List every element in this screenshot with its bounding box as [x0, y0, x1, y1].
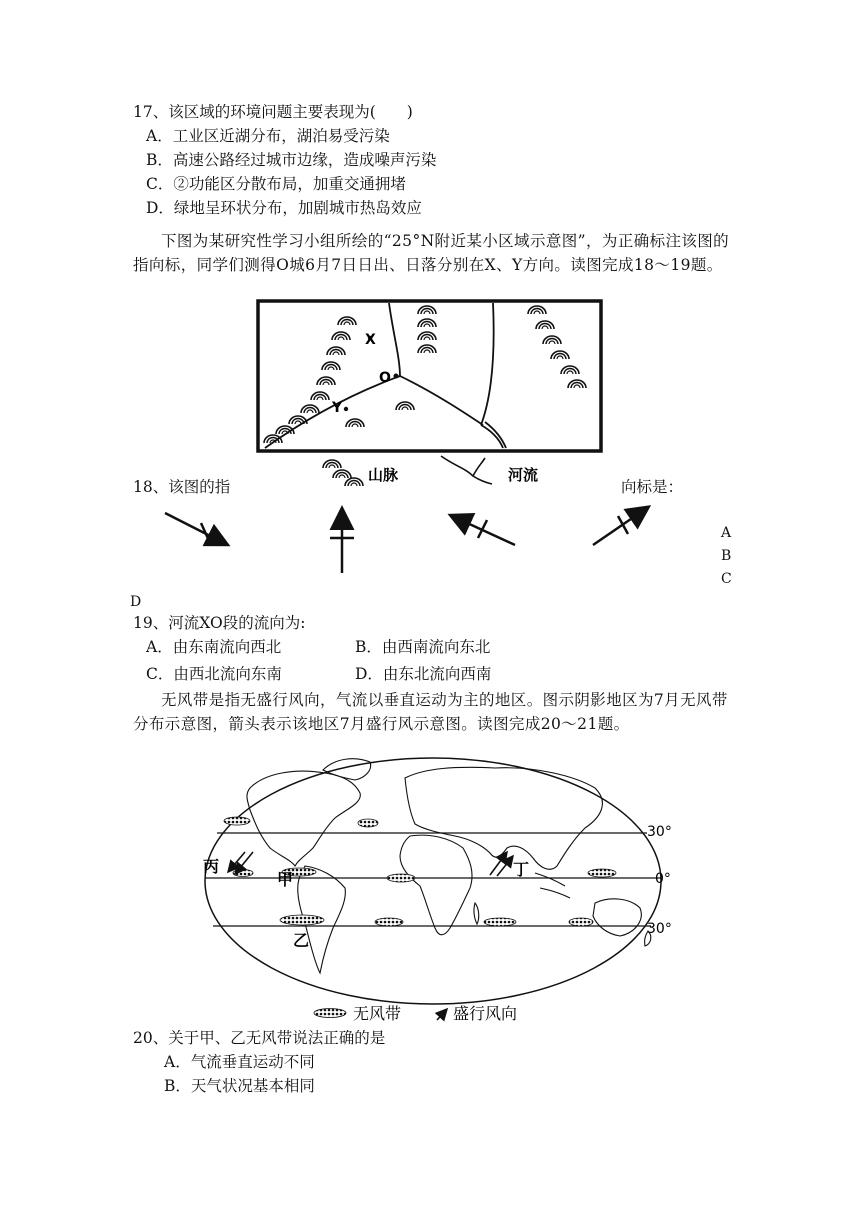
q19-option-a: A．由东南流向西北: [146, 638, 282, 656]
legend-calm-icon: [314, 1009, 346, 1018]
label-jia: 甲: [277, 870, 294, 889]
north-arrow-options: [150, 498, 670, 578]
q19-option-b: B．由西南流向东北: [355, 638, 491, 656]
legend-wind-label: 盛行风向: [453, 1004, 518, 1023]
q18-stem-right: 向标是：: [621, 478, 684, 496]
label-yi: 乙: [293, 931, 310, 950]
q19-option-d: D．由东北流向西南: [355, 665, 492, 683]
point-o: [394, 374, 399, 379]
mountain-range-middle: [418, 306, 436, 353]
q17-option-d: D．绿地呈环状分布，加剧城市热岛效应: [146, 199, 422, 217]
label-ding: 丁: [513, 860, 530, 879]
lat-label-0: 0°: [655, 871, 671, 887]
q17-option-c: C．②功能区分散布局，加重交通拥堵: [146, 175, 406, 193]
legend-river-label: 河流: [508, 466, 539, 484]
q20-option-a: A．气流垂直运动不同: [164, 1053, 315, 1071]
mountain-range-right: [528, 306, 586, 388]
intro-18-19: 下图为某研究性学习小组所绘的“25°N附近某小区域示意图”，为正确标注该图的指向标，同学们测得O城6月7日日出、日落分别在X、Y方向。读图完成18～19题。: [133, 232, 730, 274]
q20-option-b: B．天气状况基本相同: [164, 1077, 315, 1095]
q17-option-b: B．高速公路经过城市边缘，造成噪声污染: [146, 151, 437, 169]
map-frame: [258, 301, 601, 451]
q19-stem: 19、河流XO段的流向为:: [133, 614, 306, 632]
arrow-option-a: [165, 513, 226, 544]
q18-option-b: B: [721, 548, 732, 564]
q19-option-c: C．由西北流向东南: [146, 665, 282, 683]
wind-arrows-east: [490, 852, 513, 876]
q18-stem-left: 18、该图的指: [133, 478, 231, 496]
label-y: Y: [332, 400, 343, 416]
label-o: O: [379, 370, 391, 386]
q18-option-d: D: [130, 594, 142, 610]
world-calm-belt-map: [195, 748, 685, 1030]
map-outline: [205, 758, 661, 1004]
legend-river-icon: [441, 456, 492, 484]
legend-mountain-label: 山脉: [368, 466, 399, 484]
arrow-option-b: [330, 510, 354, 573]
q17-stem: 17、该区域的环境问题主要表现为( ): [133, 103, 413, 121]
q18-option-a: A: [721, 525, 732, 541]
arrow-option-d: [593, 508, 647, 545]
legend-calm-label: 无风带: [353, 1004, 402, 1023]
region-map-figure: [255, 298, 605, 498]
legend-wind-icon: [437, 1009, 447, 1020]
label-x: X: [365, 332, 376, 348]
label-bing: 丙: [203, 857, 220, 876]
point-y: [344, 407, 348, 411]
lat-label-30n: 30°: [647, 824, 672, 840]
q20-stem: 20、关于甲、乙无风带说法正确的是: [133, 1029, 386, 1047]
lat-label-30s: 30°: [647, 921, 672, 937]
intro-20-21: 无风带是指无盛行风向，气流以垂直运动为主的地区。图示阴影地区为7月无风带分布示意图，箭头表示该地区7月盛行风示意图。读图完成20～21题。: [133, 691, 728, 733]
arrow-option-c: [452, 516, 515, 545]
q17-option-a: A．工业区近湖分布，湖泊易受污染: [146, 127, 390, 145]
legend-mountain-icon: [323, 460, 363, 486]
q18-option-c: C: [721, 571, 732, 587]
